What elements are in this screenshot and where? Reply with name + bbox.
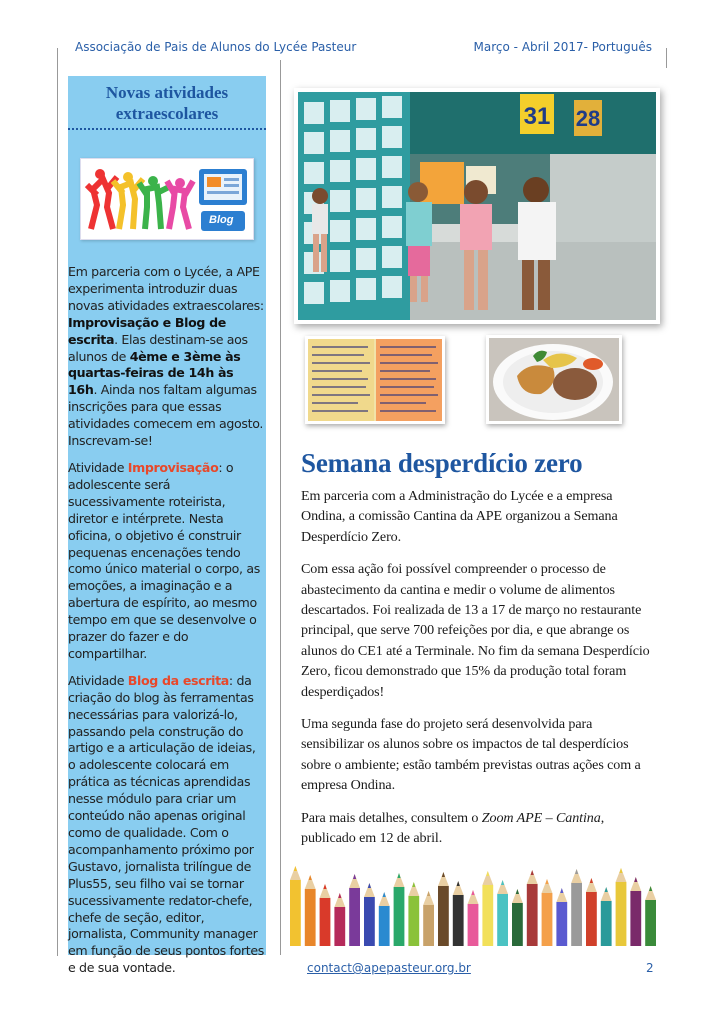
dancing-figures-icon — [81, 159, 253, 239]
text-run: : o adolescente será sucessivamente roteirista, diretor e intérprete. Nesta oficina, o objetivo é construir pequenas encenações tendo como único material o corpo, as emoções, a imaginação e a abertura de espírito, ao mesmo tempo em que se desenvolve o prazer do fazer e do compartilhar. — [68, 459, 260, 661]
pencil-icon — [349, 874, 360, 946]
pencil-icon — [482, 871, 493, 946]
text-run: . Ainda nos faltam algumas inscrições para que essas atividades comecem em agosto. Inscrevam-se! — [68, 382, 263, 449]
pencil-icon — [586, 878, 597, 946]
sidebar-illustration — [80, 158, 254, 240]
sidebar-title-line1: Novas atividades — [105, 83, 229, 102]
plate-of-food-image — [489, 338, 619, 421]
pencil-icon — [556, 888, 567, 946]
text-run: . Elas destinam-se aos alunos de — [68, 331, 248, 364]
pencil-icon — [423, 891, 434, 946]
left-margin-rule — [57, 48, 58, 956]
text-run: Atividade — [68, 672, 128, 688]
blog-label: Blog — [209, 214, 234, 226]
page-number: 2 — [646, 961, 654, 975]
pencil-icon — [601, 887, 612, 946]
sign-number-28: 28 — [575, 106, 601, 131]
pencil-icon — [527, 870, 538, 946]
pencil-icon — [512, 889, 523, 946]
article-paragraph-3: Uma segunda fase do projeto será desenvolvida para sensibilizar os alunos sobre os impactos de tal desperdícios sobre o ambiente; estão também previstas outras ações com a empresa Ondina. — [301, 716, 641, 794]
text-run: Para mais detalhes, consultem o — [301, 809, 482, 826]
handwritten-notes-image — [308, 339, 442, 421]
header-issue-date: Março - Abril 2017- Português — [473, 40, 652, 54]
pencil-icon — [305, 875, 316, 946]
pencil-icon — [468, 890, 479, 946]
pencil-icon — [320, 884, 331, 946]
highlight-blog-da-escrita: Blog da escrita — [127, 672, 229, 688]
pencil-icon — [438, 872, 449, 946]
pencils-icon — [288, 858, 658, 946]
sidebar-activities — [68, 76, 266, 976]
pencil-icon — [542, 879, 553, 946]
sidebar-paragraph-improv — [68, 460, 264, 663]
text-run: Em parceria com o Lycée, a APE experimenta introduzir duas novas atividades extraescolares: — [68, 264, 264, 313]
sidebar-body — [68, 264, 264, 987]
meal-photo — [486, 335, 622, 424]
sign-number-31: 31 — [523, 103, 551, 130]
text-run: , publicado em 12 de abril. — [301, 809, 605, 847]
sidebar-title-line2: extraescolares — [115, 104, 219, 123]
article-title: Semana desperdício zero — [301, 448, 583, 478]
article-body — [301, 486, 653, 861]
article-paragraph-2: Com essa ação foi possível compreender o processo de abastecimento da cantina e medir o volume de alimentos descartados. Foi realizada de 13 a 17 de março no restaurante principal, que serve 700 refeições por dia, e que abrange os alunos do CE1 até a Terminale. No fim da semana Desperdício Zero, ficou demonstrado que 15% da produção total foram desperdiçados! — [301, 561, 650, 700]
pencil-icon — [379, 892, 390, 946]
children-at-canteen-wall-image — [298, 92, 656, 320]
header-association-name: Associação de Pais de Alunos do Lycée Pasteur — [75, 40, 357, 54]
article-paragraph-1: Em parceria com a Administração do Lycée e a empresa Ondina, a comissão Cantina da APE organizou a Semana Desperdício Zero. — [301, 488, 618, 545]
pencil-icon — [616, 868, 627, 946]
pencil-icon — [334, 893, 345, 946]
article-paragraph-4 — [301, 808, 653, 849]
sidebar-title — [68, 82, 266, 124]
highlight-improvisacao: Improvisação — [127, 459, 219, 475]
pencil-icon — [364, 883, 375, 946]
zoom-ape-cantina-reference: Zoom APE – Cantina — [481, 809, 601, 826]
colored-pencils-image — [288, 858, 658, 946]
text-bold-schedule: 4ème e 3ème às quartas-feiras de 14h às 16h — [68, 348, 241, 398]
contact-email-link[interactable]: contact@apepasteur.org.br — [307, 961, 471, 975]
right-header-rule — [666, 48, 667, 68]
sidebar-dotted-divider — [68, 128, 266, 130]
pencil-icon — [645, 886, 656, 946]
text-bold-activities: Improvisação e Blog de escrita — [68, 314, 226, 347]
text-run: Atividade — [68, 459, 128, 475]
text-run: : da criação do blog às ferramentas necessárias para valorizá-lo, passando pela construção do artigo e a articulação de ideias, o adolescente colocará em prática as técnicas aprendidas nesse módulo para criar um conteúdo não apenas original como de qualidade. Com o acompanhamento próximo por Gustavo, jornalista trilíngue de Plus55, seu filho vai se tornar sucessivamente redator-chefe, chefe de seção, editor, jornalista, Community manager em função de seus pontos fortes e de sua vontade. — [68, 672, 264, 976]
pencil-icon — [630, 877, 641, 946]
pencil-icon — [453, 881, 464, 946]
canteen-photo — [294, 88, 660, 324]
pencil-icon — [290, 866, 301, 946]
pencil-icon — [571, 869, 582, 946]
pencil-icon — [394, 873, 405, 946]
pencil-icon — [497, 880, 508, 946]
column-divider-rule — [280, 60, 281, 955]
sidebar-paragraph-blog — [68, 673, 264, 977]
notes-photo — [305, 336, 445, 424]
sidebar-paragraph-intro — [68, 264, 264, 450]
pencil-icon — [408, 882, 419, 946]
